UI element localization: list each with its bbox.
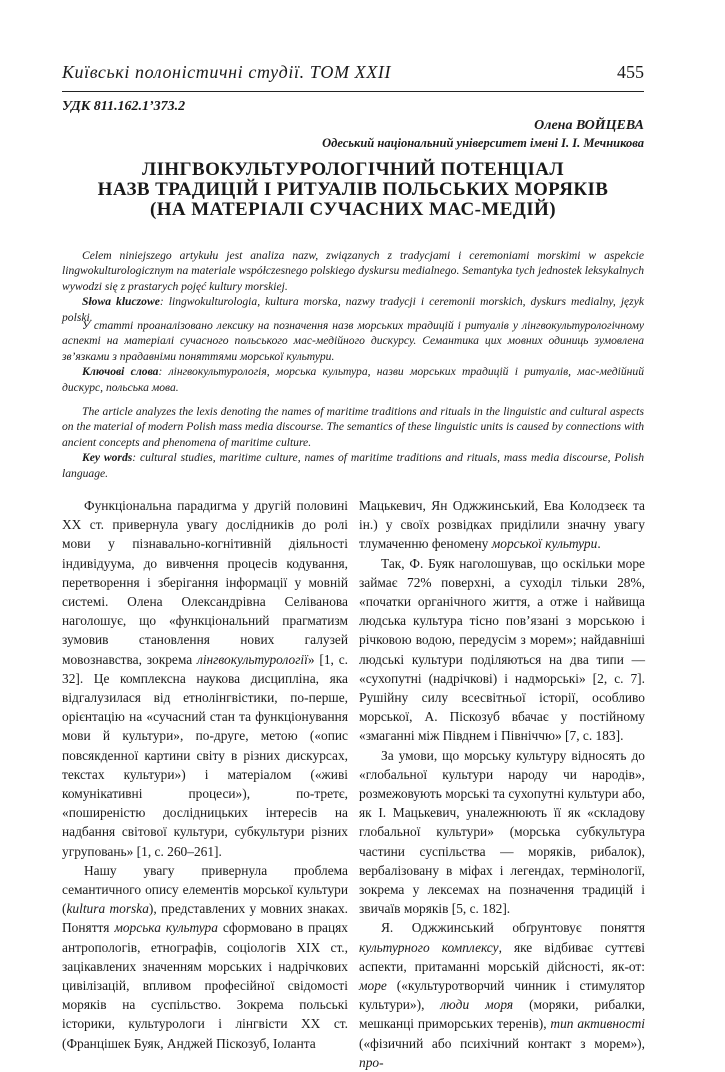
emphasis: морської культури [491,536,598,552]
keywords-polish-text: : lingwokulturologia, kultura morska, nazwy tradycji i ceremonii morskich, dyskurs medialny, język polski. [62,295,644,324]
emphasis: море [359,978,387,994]
article-title [62,160,644,220]
running-header [62,62,644,86]
text-run: («фізичний або психічний контакт з морем»), [359,1035,645,1051]
page-number: 455 [617,62,644,82]
body-paragraph-4: Так, Ф. Буяк наголошував, що оскільки море займає 72% поверхні, а суходіл тільки 28%, «початки органічного життя, а отже і найвища людська культура тісно пов’язані з морською і річковою водою, передусім з морем»; найдавніші людські культури поділяються на два типи — «сухопутні (надрічкові) і надморські» [2, с. 7]. Рушійну силу всесвітньої історії, особливо морської, А. Піскозуб вбачає у постійному «змаганні між Півднем і Північчю» [7, с. 183]. [359,555,645,744]
text-run: («культуротворчий чинник і стимулятор культури»), [359,978,645,1013]
abstract-ukrainian-text: У статті проаналізовано лексику на позначення назв морських традицій і ритуалів у лінгвокультурологічному аспекті на матеріалі сучасного польського мас-медійного дискурсу. Семантика цих мовних одиниць зумовлена зв’язками з прадавніми поняттями морської культури. [62,319,644,363]
keywords-ukrainian-text: : лінгвокультурологія, морська культура, назви морських традицій і ритуалів, мас-медійний дискурс, польська мова. [62,365,644,394]
author-affiliation: Одеський національний університет імені І. І. Мечникова [322,136,644,150]
text-run: ), представлених у мовних знаках. Поняття [62,901,348,936]
abstract-polish-text: Celem niniejszego artykułu jest analiza nazw, związanych z tradycjami i ceremoniami morskimi w aspekcie lingwokulturologicznym na materiale współczesnego polskiego dyskursu medialnego. Semantyka tych jednostek leksykalnych wywodzi się z prastarych pojęć kultury morskiej. [62,249,644,293]
emphasis: люди моря [440,997,514,1013]
body-column-left [62,496,348,1053]
journal-title: Київські полоністичні студії. ТОМ XXII [62,62,392,82]
body-column-right [359,496,645,1072]
text-run: Функціональна парадигма у другій половині XX ст. привернула увагу дослідників до ролі мови у пізнавально-когнітивній діяльності індивідуума, до вивчення процесів кодування, перетворення і зберігання інформації у мовній системі. Олена Олександрівна Селіванова наголошує, що «функціональний прагматизм зумовив становлення нових галузей мовознавства, зокрема [62,498,348,667]
emphasis: kultura morska [66,901,149,917]
text-run: сформовано в працях антропологів, етнографів, соціологів XIX ст., зацікавлених значенням морських і надрічкових цивілізацій, впливом професійної свідомості моряків на суспільство. Зокрема польські історики, культурологи і лінгвісти XX ст. (Францішек Буяк, Анджей Піскозуб, Іоланта [62,920,348,1051]
keywords-english [62,450,644,481]
emphasis: про- [359,1054,384,1070]
body-paragraph-6 [359,918,645,1072]
keywords-ukrainian [62,364,644,395]
title-line-1: ЛІНГВОКУЛЬТУРОЛОГІЧНИЙ ПОТЕНЦІАЛ [142,159,564,180]
emphasis: морська культура [114,920,218,936]
keywords-polish-label: Słowa kluczowe [82,295,160,309]
text-run: Нашу увагу привернула проблема семантичного опису елементів морської культури ( [62,862,348,917]
keywords-english-label: Key words [82,451,133,465]
emphasis: тип активності [550,1016,645,1032]
body-paragraph-2 [62,861,348,1053]
body-paragraph-1 [62,496,348,861]
abstract-english-text: The article analyzes the lexis denoting the names of maritime traditions and rituals in the linguistic and cultural aspects on the material of modern Polish mass media discourse. The semantics of these linguistic units is caused by connections with ancient concepts and phenomena of maritime culture. [62,405,644,449]
body-paragraph-3 [359,496,645,554]
title-line-2: НАЗВ ТРАДИЦІЙ І РИТУАЛІВ ПОЛЬСЬКИХ МОРЯКІВ [97,179,609,200]
body-paragraph-5: За умови, що морську культуру відносять до «глобальної культури народу чи народів», розмежовують морські та сухопутні культури або, як І. Мацькевич, уналежнюють її як «складову глобальної культури» (морська субкультура частини суспільства — моряків, рибалок), вербалізовану в міфах і легендах, термінології, зокрема у лексемах на позначення традицій і звичаїв моряків [5, с. 182]. [359,747,645,917]
emphasis: лінгвокультурології [196,651,308,667]
abstract-english [62,404,644,481]
header-rule [62,91,644,92]
text-run: (моряки, рибалки, мешканці приморських теренів), [359,997,645,1032]
text-run: , яке відбиває суттєві аспекти, притаманні морській дійсності, як-от: [359,939,645,974]
abstract-ukrainian [62,318,644,395]
keywords-ukrainian-label: Ключові слова [82,365,159,379]
title-line-3: (НА МАТЕРІАЛІ СУЧАСНИХ МАС-МЕДІЙ) [150,199,556,220]
text-run: Мацькевич, Ян Оджжинський, Ева Колодзеєк та ін.) у своїх розвідках приділили значну увагу тлумаченню феномену [359,498,645,552]
text-run: . [597,536,601,552]
author-name: Олена ВОЙЦЕВА [534,118,644,133]
emphasis: культурного комплексу [359,939,499,955]
keywords-english-text: : cultural studies, maritime culture, names of maritime traditions and rituals, mass media discourse, Polish language. [62,451,644,480]
text-run: » [1, с. 32]. Це комплексна наукова дисципліна, яка відгалузилася від етнолінгвістики, по-перше, орієнтацію на «сучасний стан та функціонування мови й культури», по-друге, метою («опис повсякденної картини світу в різних дискурсах, текстах культури») і матеріалом («живі комунікативні процеси»), по-третє, «поширеністю дослідницьких інтересів на надбання світової культури, субкультури різних угруповань» [1, с. 260–261]. [62,651,348,859]
abstract-polish [62,248,644,325]
udc-code: УДК 811.162.1’373.2 [62,99,186,114]
text-run: Я. Оджжинський обґрунтовує поняття [381,920,645,936]
